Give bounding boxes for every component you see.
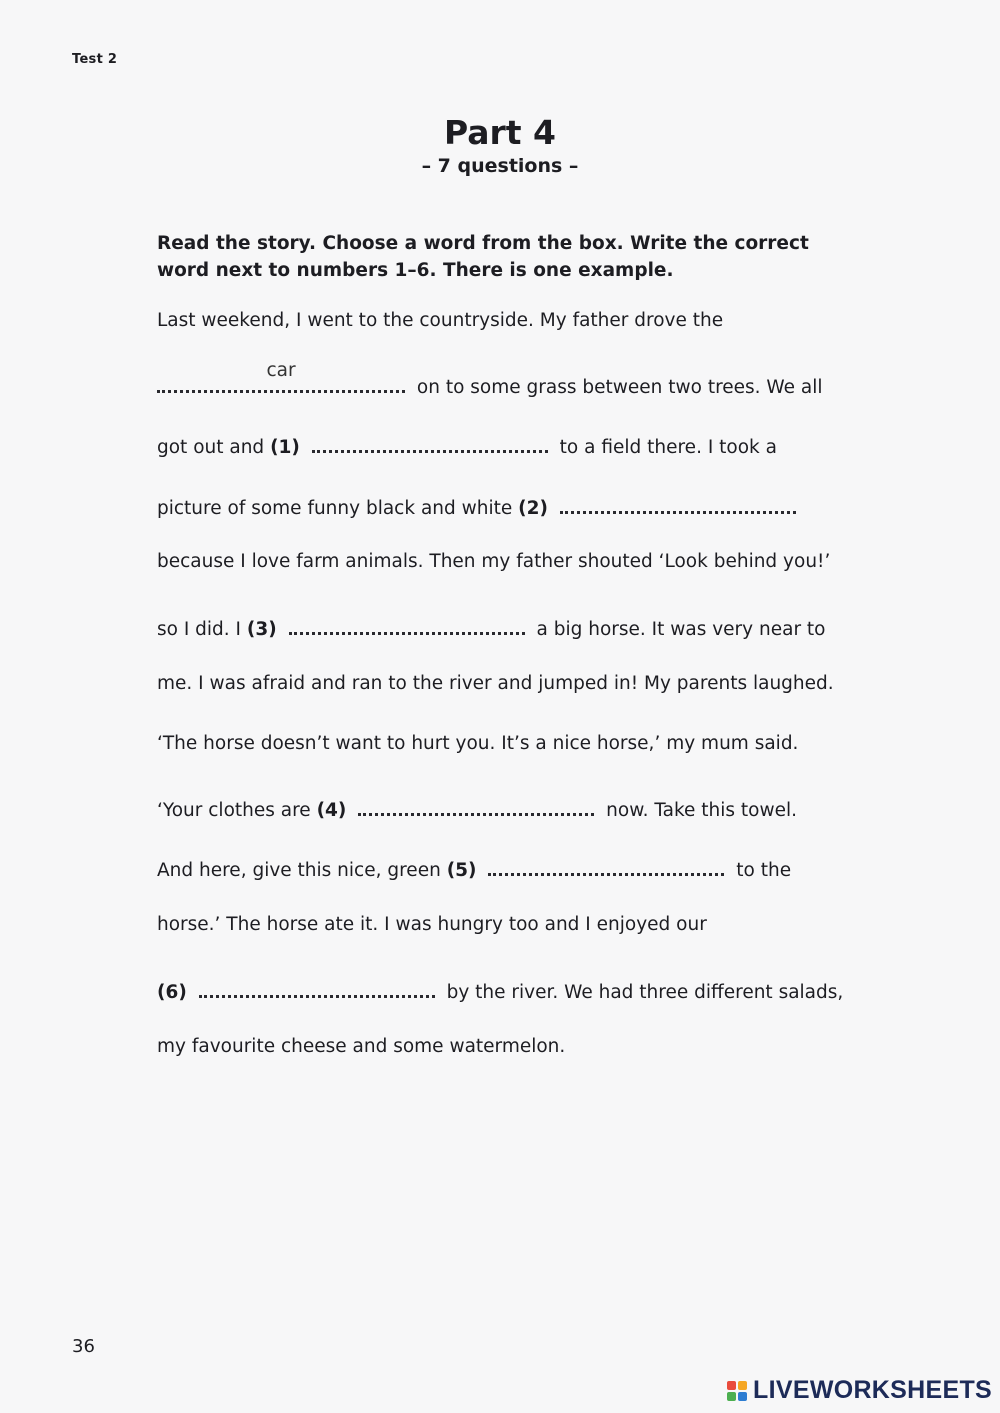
question-number-4: (4) bbox=[316, 800, 347, 821]
question-number-2: (2) bbox=[518, 498, 548, 519]
part-subtitle: – 7 questions – bbox=[421, 155, 579, 177]
story-line-2: car on to some grass between two trees. We all bbox=[157, 368, 823, 401]
part-title: Part 4 bbox=[443, 113, 557, 152]
story-line-1: Last weekend, I went to the countryside. My father drove the bbox=[157, 310, 724, 331]
story-line-7: me. I was afraid and ran to the river and jumped in! My parents laughed. bbox=[157, 673, 834, 694]
logo-square-red bbox=[727, 1381, 736, 1390]
question-number-1: (1) bbox=[270, 437, 300, 458]
story-line-4: picture of some funny black and white (2) bbox=[157, 489, 802, 522]
answer-blank-4[interactable] bbox=[358, 791, 594, 816]
story-line-13: my favourite cheese and some watermelon. bbox=[157, 1036, 566, 1057]
answer-blank-3[interactable] bbox=[289, 610, 525, 635]
question-number-3: (3) bbox=[246, 619, 277, 640]
test-label: Test 2 bbox=[72, 52, 118, 67]
brand-text: LIVEWORKSHEETS bbox=[753, 1376, 992, 1404]
question-number-6: (6) bbox=[157, 982, 187, 1003]
page-number: 36 bbox=[72, 1336, 95, 1357]
story-line-8: ‘The horse doesn’t want to hurt you. It’s a nice horse,’ my mum said. bbox=[157, 733, 799, 754]
answer-blank-6[interactable] bbox=[199, 973, 435, 998]
question-number-5: (5) bbox=[446, 860, 477, 881]
example-blank bbox=[157, 360, 405, 393]
answer-blank-1[interactable] bbox=[312, 428, 548, 453]
liveworksheets-brand[interactable] bbox=[727, 1376, 992, 1405]
story-line-12: (6) by the river. We had three different salads, bbox=[157, 973, 843, 1006]
answer-blank-2[interactable] bbox=[560, 489, 796, 514]
story-line-10: And here, give this nice, green (5) to the bbox=[157, 851, 791, 884]
story-line-11: horse.’ The horse ate it. I was hungry too and I enjoyed our bbox=[157, 914, 707, 935]
story-line-3: got out and (1) to a field there. I took a bbox=[157, 428, 777, 461]
logo-square-orange bbox=[738, 1381, 747, 1390]
logo-square-blue bbox=[738, 1392, 747, 1401]
instructions: Read the story. Choose a word from the box. Write the correct word next to numbers 1–6. There is one example. bbox=[157, 233, 809, 281]
liveworksheets-logo-icon bbox=[727, 1381, 747, 1401]
story-line-6: so I did. I (3) a big horse. It was very near to bbox=[157, 610, 826, 643]
logo-square-green bbox=[727, 1392, 736, 1401]
part-heading bbox=[0, 112, 1000, 178]
answer-blank-5[interactable] bbox=[488, 851, 724, 876]
example-answer: car bbox=[266, 360, 296, 381]
story-line-9: ‘Your clothes are (4) now. Take this towel. bbox=[157, 791, 797, 824]
story-line-5: because I love farm animals. Then my father shouted ‘Look behind you!’ bbox=[157, 551, 831, 572]
